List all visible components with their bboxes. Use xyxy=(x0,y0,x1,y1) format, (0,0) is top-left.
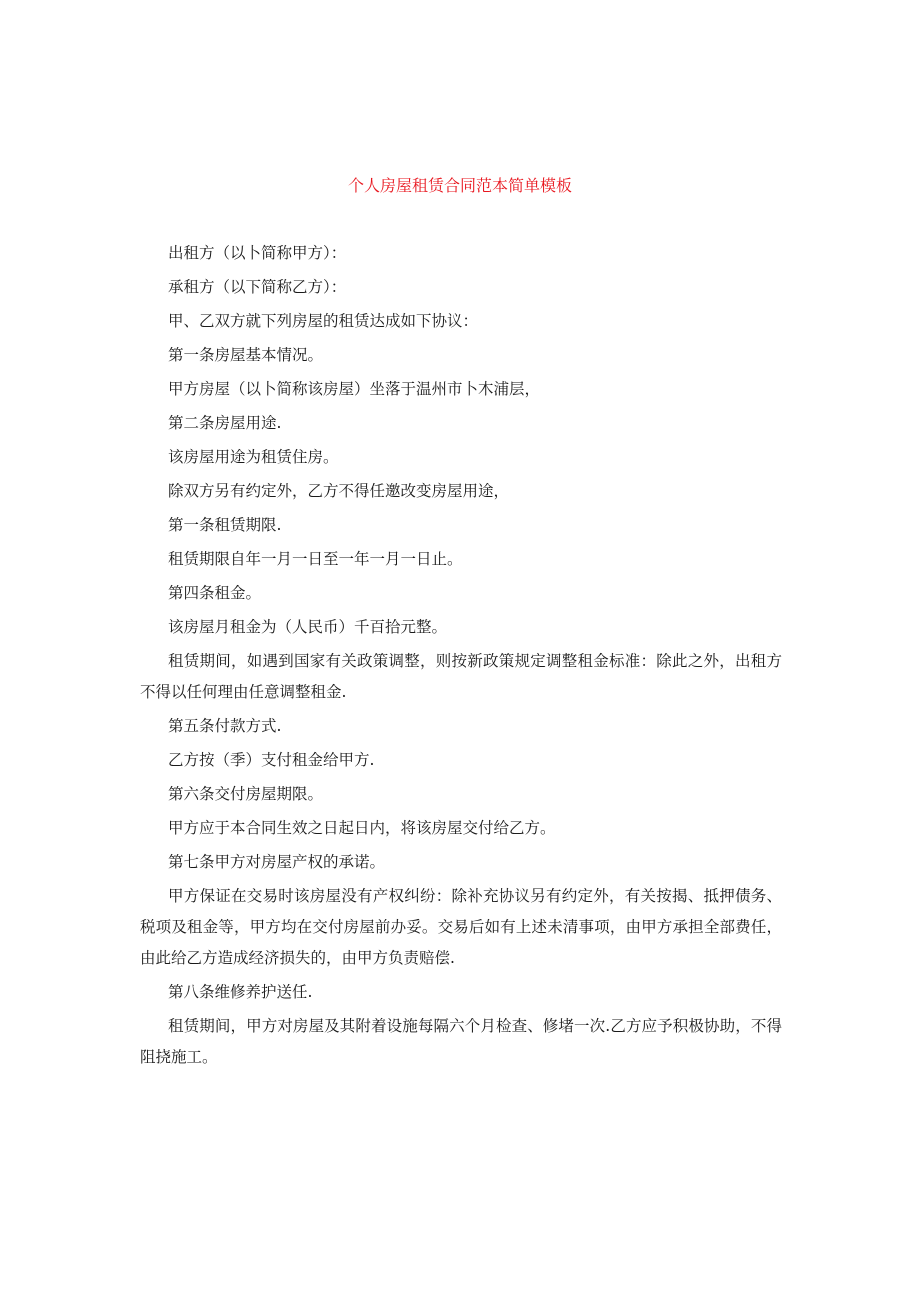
paragraph-lessee: 承租方（以下简称乙方）： xyxy=(168,278,347,296)
paragraph-article-1-heading: 第一条房屋基本情况。 xyxy=(168,346,324,364)
paragraph-article-1-body: 甲方房屋（以卜简称该房屋）坐落于温州市卜木浦层， xyxy=(168,380,541,398)
paragraph-article-7-body: 甲方保证在交易时该房屋没有产权纠纷：除补充协议另有约定外，有关按揭、抵押债务、税项及租金等，甲方均在交付房屋前办妥。交易后如有上述未清事项，由甲方承担全部费任，由此给乙方造成经济损失的，由甲方负责赔偿. xyxy=(140,887,782,967)
paragraph-article-8-body: 租赁期间，甲方对房屋及其附着设施每隔六个月检查、修堵一次.乙方应予积极协助，不得阻挠施工。 xyxy=(140,1017,782,1066)
paragraph-article-3-body: 租赁期限自年一月一日至一年一月一日止。 xyxy=(168,550,463,568)
paragraph-article-3-heading: 第一条租赁期限. xyxy=(168,516,282,534)
paragraph-article-5-heading: 第五条付款方式. xyxy=(168,717,282,735)
paragraph-article-8-heading: 第八条维修养护送任. xyxy=(168,983,313,1001)
document-title: 个人房屋租赁合同范本简单模板 xyxy=(347,176,572,195)
paragraph-article-6-body: 甲方应于本合同生效之日起日内，将该房屋交付给乙方。 xyxy=(168,819,556,837)
paragraph-article-6-heading: 第六条交付房屋期限。 xyxy=(168,785,324,803)
paragraph-agreement-intro: 甲、乙双方就下列房屋的租赁达成如下协议： xyxy=(168,312,479,330)
document-body xyxy=(140,238,782,1073)
paragraph-lessor: 出租方（以卜简称甲方）： xyxy=(168,244,347,262)
paragraph-article-4-body-2: 租赁期间，如遇到国家有关政策调整，则按新政策规定调整租金标准：除此之外，出租方不得以任何理由任意调整租金. xyxy=(140,652,782,701)
paragraph-article-2-heading: 第二条房屋用途. xyxy=(168,414,282,432)
paragraph-article-7-heading: 第七条甲方对房屋产权的承诺。 xyxy=(168,853,386,871)
paragraph-article-2-body-1: 该房屋用途为租赁住房。 xyxy=(168,448,339,466)
paragraph-article-2-body-2: 除双方另有约定外，乙方不得任邀改变房屋用途， xyxy=(168,482,510,500)
paragraph-article-4-body-1: 该房屋月租金为（人民币）千百拾元整。 xyxy=(168,618,448,636)
paragraph-article-5-body: 乙方按（季）支付租金给甲方. xyxy=(168,751,375,769)
paragraph-article-4-heading: 第四条租金。 xyxy=(168,584,262,602)
